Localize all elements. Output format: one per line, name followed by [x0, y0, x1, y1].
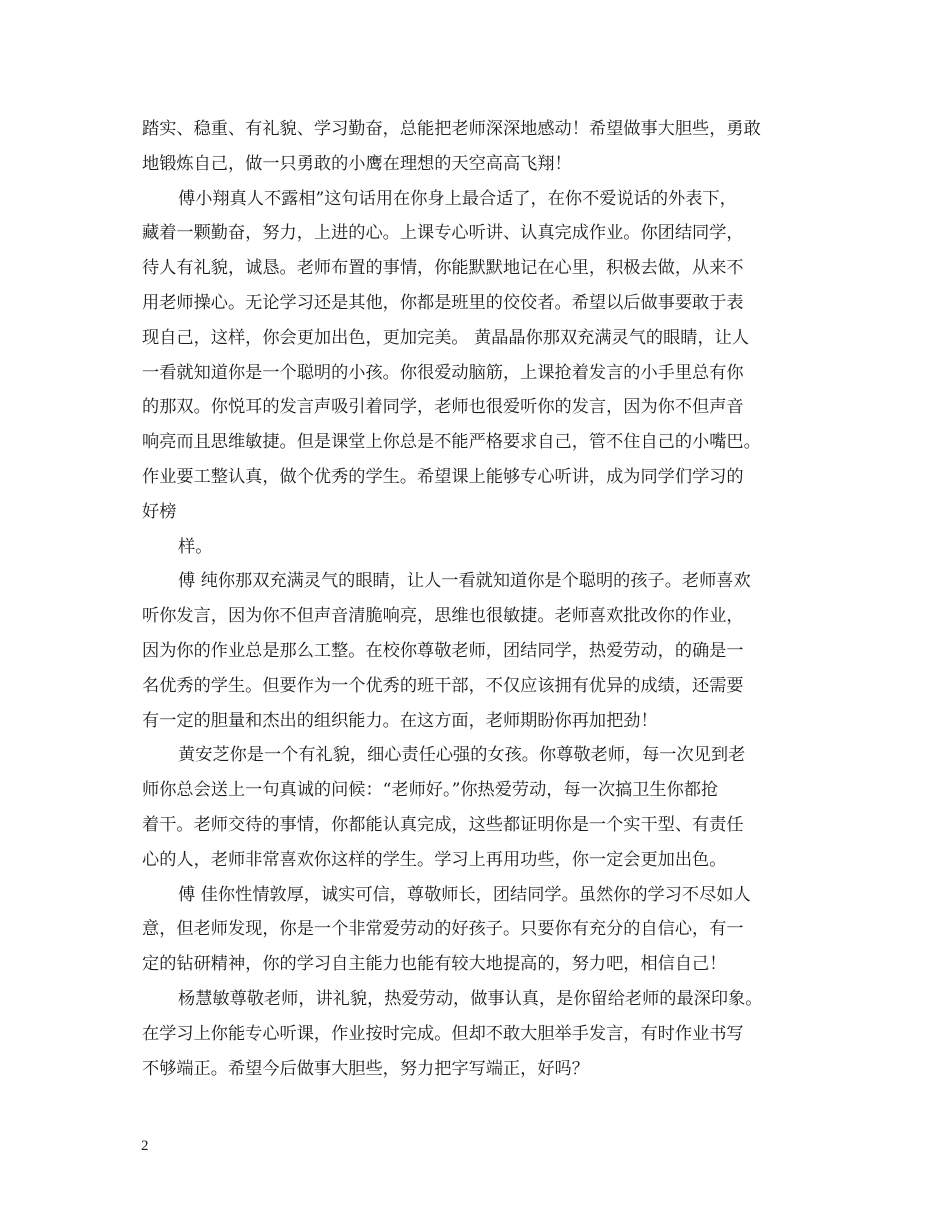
text-line: 听你发言，因为你不但声音清脆响亮，思维也很敏捷。老师喜欢批改你的作业，	[142, 606, 744, 627]
text-line: 杨慧敏尊敬老师，讲礼貌，热爱劳动，做事认真，是你留给老师的最深印象。	[178, 988, 763, 1009]
body-text	[142, 112, 822, 1086]
text-line: 藏着一颗勤奋，努力，上进的心。上课专心听讲、认真完成作业。你团结同学，	[142, 223, 744, 244]
text-line: 地锻炼自己，做一只勇敢的小鹰在理想的天空高高飞翔！	[142, 153, 572, 174]
text-line: 响亮而且思维敏捷。但是课堂上你总是不能严格要求自己，管不住自己的小嘴巴。	[142, 432, 761, 453]
text-line: 在学习上你能专心听课，作业按时完成。但却不敢大胆举手发言，有时作业书写	[142, 1023, 744, 1044]
text-line: 黄安芝你是一个有礼貌，细心责任心强的女孩。你尊敬老师，每一次见到老	[178, 745, 746, 766]
text-line: 傅 纯你那双充满灵气的眼睛，让人一看就知道你是个聪明的孩子。老师喜欢	[178, 571, 751, 592]
page-number: 2	[141, 1138, 149, 1154]
text-line: 一看就知道你是一个聪明的小孩。你很爱动脑筋，上课抢着发言的小手里总有你	[142, 362, 744, 383]
text-line: 待人有礼貌，诚恳。老师布置的事情，你能默默地记在心里，积极去做，从来不	[142, 258, 744, 279]
text-line: 有一定的胆量和杰出的组织能力。在这方面，老师期盼你再加把劲！	[142, 710, 658, 731]
text-line: 用老师操心。无论学习还是其他，你都是班里的佼佼者。希望以后做事要敢于表	[142, 292, 744, 313]
text-line: 因为你的作业总是那么工整。在校你尊敬老师，团结同学，热爱劳动，的确是一	[142, 640, 744, 661]
text-line: 名优秀的学生。但要作为一个优秀的班干部，不仅应该拥有优异的成绩，还需要	[142, 675, 744, 696]
text-line: 踏实、稳重、有礼貌、学习勤奋，总能把老师深深地感动！希望做事大胆些，勇敢	[142, 119, 761, 139]
text-line: 傅小翔真人不露相”这句话用在你身上最合适了，在你不爱说话的外表下，	[178, 188, 737, 209]
text-line: 好榜	[142, 501, 177, 522]
text-line: 定的钻研精神，你的学习自主能力也能有较大地提高的，努力吧，相信自己！	[142, 954, 727, 975]
text-line: 傅 佳你性情敦厚，诚实可信，尊敬师长，团结同学。虽然你的学习不尽如人	[178, 884, 751, 905]
text-line: 的那双。你悦耳的发言声吸引着同学，老师也很爱听你的发言，因为你不但声音	[142, 397, 744, 418]
text-line: 着干。老师交待的事情，你都能认真完成，这些都证明你是一个实干型、有责任	[142, 814, 744, 835]
text-line: 样。	[178, 536, 213, 557]
text-line: 现自己，这样，你会更加出色，更加完美。 黄晶晶你那双充满灵气的眼睛，让人	[142, 327, 750, 348]
text-line: 师你总会送上一句真诚的问候：“老师好。”你热爱劳动，每一次搞卫生你都抢	[142, 780, 719, 801]
text-line: 意，但老师发现，你是一个非常爱劳动的好孩子。只要你有充分的自信心，有一	[142, 919, 744, 940]
text-line: 心的人，老师非常喜欢你这样的学生。学习上再用功些，你一定会更加出色。	[142, 849, 727, 870]
text-line: 不够端正。希望今后做事大胆些，努力把字写端正，好吗？	[142, 1058, 589, 1079]
text-line: 作业要工整认真，做个优秀的学生。希望课上能够专心听讲，成为同学们学习的	[142, 466, 744, 487]
